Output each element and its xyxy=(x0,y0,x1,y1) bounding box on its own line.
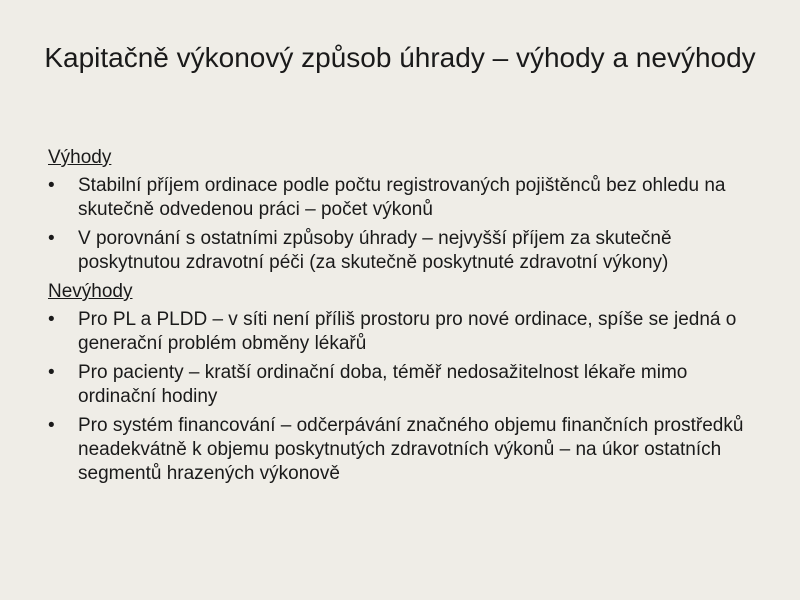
list-item-text: Stabilní příjem ordinace podle počtu registrovaných pojištěnců bez ohledu na skutečně odvedenou práci – počet výkonů xyxy=(78,175,726,220)
list-item-text: Pro systém financování – odčerpávání značného objemu finančních prostředků neadekvátně k objemu poskytnutých zdravotních výkonů – na úkor ostatních segmentů hrazených výkonově xyxy=(78,415,744,484)
section-heading-advantages: Výhody xyxy=(48,147,112,168)
advantages-list xyxy=(48,174,768,275)
disadvantages-list xyxy=(48,308,768,486)
list-item xyxy=(48,361,768,409)
bullet-icon: • xyxy=(48,228,55,249)
bullet-icon: • xyxy=(48,175,55,196)
bullet-icon: • xyxy=(48,309,55,330)
list-item xyxy=(48,308,768,356)
list-item xyxy=(48,174,768,222)
list-item xyxy=(48,414,768,486)
section-heading-disadvantages: Nevýhody xyxy=(48,281,133,302)
bullet-icon: • xyxy=(48,415,55,436)
list-item-text: V porovnání s ostatními způsoby úhrady – nejvyšší příjem za skutečně poskytnutou zdravotní péči (za skutečně poskytnuté zdravotní výkony) xyxy=(78,228,672,273)
list-item-text: Pro pacienty – kratší ordinační doba, téměř nedosažitelnost lékaře mimo ordinační hodiny xyxy=(78,362,688,407)
list-item-text: Pro PL a PLDD – v síti není příliš prostoru pro nové ordinace, spíše se jedná o generační problém obměny lékařů xyxy=(78,309,737,354)
list-item xyxy=(48,227,768,275)
slide-title: Kapitačně výkonový způsob úhrady – výhody a nevýhody xyxy=(44,42,756,73)
slide-content xyxy=(48,146,768,491)
bullet-icon: • xyxy=(48,362,55,383)
